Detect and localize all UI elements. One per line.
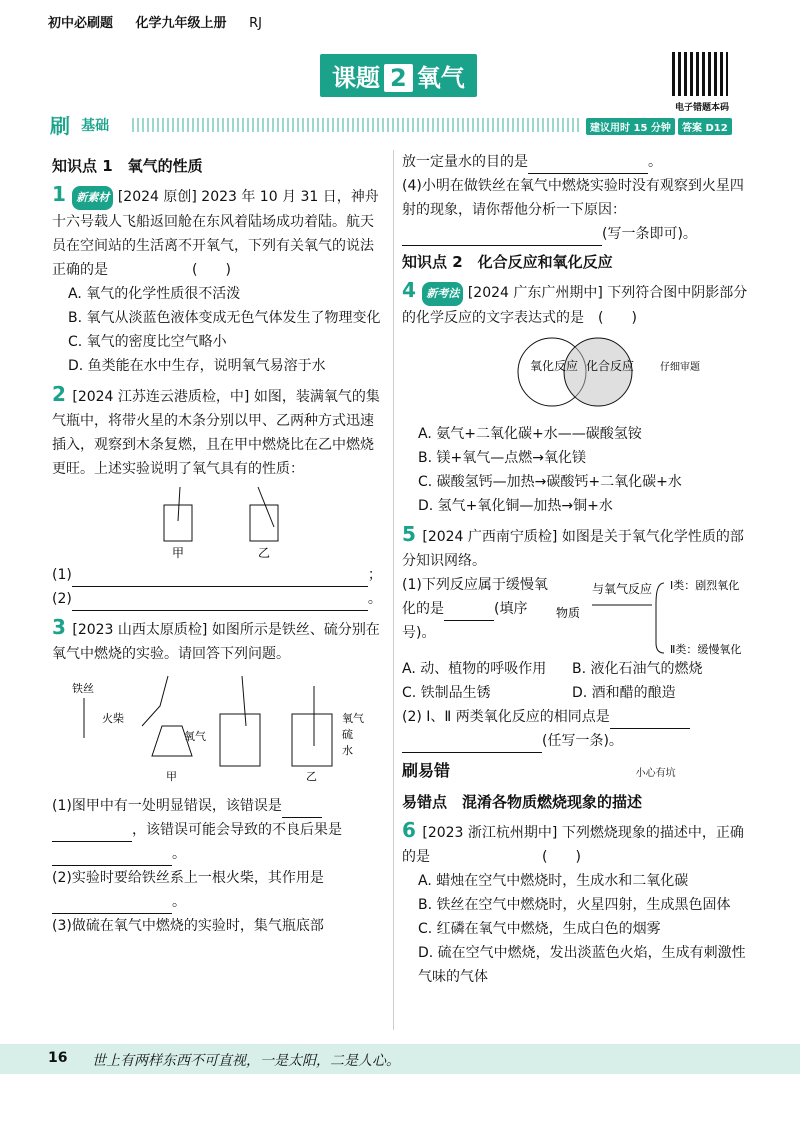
book-name: 初中必刷题 xyxy=(48,16,114,31)
question-5: 5 [2024 广西南宁质检] 如图是关于氧气化学性质的部分知识网络。 (1)下列反应属于缓慢氧化的是 (填序号)。 物质 与氧气反应 Ⅰ类：剧烈氧化 Ⅱ类：缓慢氧化 A. 动、植物的呼吸作用 B. 液化石油气的燃烧 C. 铁制品生锈 D. 酒和醋的酿造 (2) Ⅰ、Ⅱ 两类氧化反应的相同点是 (任写一条)。 xyxy=(402,522,750,753)
blank-line-2: (2) 。 xyxy=(52,587,382,611)
svg-text:氧化反应: 氧化反应 xyxy=(530,359,579,373)
svg-text:物质: 物质 xyxy=(556,606,581,620)
error-point: 易错点 混淆各物质燃烧现象的描述 xyxy=(402,793,643,811)
bottle-yi xyxy=(250,505,278,541)
svg-text:甲: 甲 xyxy=(166,770,177,783)
section-basic-header: 刷 基础 建议用时 15 分钟 答案 D12 xyxy=(50,110,750,140)
knowledge-point-2: 知识点 2 化合反应和氧化反应 xyxy=(402,253,613,271)
qr-label: 电子错题本码 xyxy=(674,103,729,113)
new-method-badge: 新考法 xyxy=(422,282,463,306)
option-a: A. 氧气的化学性质很不活泼 xyxy=(68,286,241,302)
question-1-text: [2024 原创] 2023 年 10 月 31 日，神舟十六号载人飞船返回舱在东风着陆场成功着陆。航天员在空间站的生活离不开氧气，下列有关氧气的说法正确的是 ( ) xyxy=(52,189,379,278)
fig-label-iron: 铁丝 xyxy=(72,682,94,695)
svg-text:化合反应: 化合反应 xyxy=(586,359,635,373)
knowledge-point-1: 知识点 1 氧气的性质 xyxy=(52,157,203,175)
question-6: 6 [2023 浙江杭州期中] 下列燃烧现象的描述中，正确的是 ( ) A. 蜡烛在空气中燃烧时，生成水和二氧化碳 B. 铁丝在空气中燃烧时，火星四射，生成黑色固体 C. 红磷在氧气中燃烧，生成白色的烟雾 D. 硫在空气中燃烧，发出淡蓝色火焰，生成有刺激性气味的气体 xyxy=(402,818,746,985)
new-material-badge: 新素材 xyxy=(72,186,113,210)
question-3-text: [2023 山西太原质检] 如图所示是铁丝、硫分别在氧气中燃烧的实验。请回答下列问题。 xyxy=(52,622,380,662)
section-errors-header: 刷易错 小心有坑 xyxy=(402,761,676,780)
left-column xyxy=(52,150,382,938)
blank-line-1: (1) ； xyxy=(52,563,382,587)
svg-text:水: 水 xyxy=(342,744,353,757)
page-number: 16 xyxy=(48,1050,68,1066)
footer-motto: 世上有两样东西不可直视，一是太阳，二是人心。 xyxy=(92,1053,400,1069)
right-column: 放一定量水的目的是 。 (4)小明在做铁丝在氧气中燃烧实验时没有观察到火星四射的现象，请你帮他分析一下原因： (写一条即可)。 知识点 2 化合反应和氧化反应 4 新考法 [2024 广东广州期中] 下列符合图中阴影部分的化学反应的文字表达式的是 ( ) 氧化反应 化合反应 仔细审题 A. 氨气+二氧化碳+水——碳酸氢铵 B. 镁+氧气—点燃→氧化镁 C. 碳酸氢钙—加热→碳酸钙+二氧化碳+水 D. 氢气+氧化铜—加热→铜+水 5 [2024 广西南宁质检] 如图是关于氧气化学性质的部分知识网络。 (1)下列反应属于缓慢氧化的是 (填序号)。 物质 与氧气反应 Ⅰ类：剧烈氧化 Ⅱ类：缓慢氧化 A. 动、植物的呼吸作用 B. 液化石油气的燃烧 C. 铁制品生锈 D. 酒和醋的酿造 (2) Ⅰ、Ⅱ 两类氧化反应的相同点是 (任写一条)。 刷易错 小心有坑 易错点 混淆各物质燃烧现象的描述 6 [2023 浙江杭州期中] 下列燃烧现象的描述中，正确的是 ( ) A. 蜡烛在空气中燃烧时，生成水和二氧化碳 B. 铁丝在空气中燃烧时，火星四射，生成黑色固体 C. 红磷在氧气中燃烧，生成白色的烟雾 D. 硫在空气中燃烧，发出淡蓝色火焰，生成有刺激性气味的气体 xyxy=(402,150,750,989)
label-jia: 甲 xyxy=(172,546,185,560)
venn-diagram xyxy=(402,330,742,414)
svg-text:Ⅰ类：剧烈氧化: Ⅰ类：剧烈氧化 xyxy=(670,579,740,592)
fig-label-match: 火柴 xyxy=(102,712,124,725)
label-yi: 乙 xyxy=(258,546,271,560)
svg-text:硫: 硫 xyxy=(342,728,353,741)
svg-text:乙: 乙 xyxy=(306,770,317,783)
column-divider xyxy=(393,150,394,1030)
combustion-figure xyxy=(52,666,382,786)
svg-text:氧气: 氧气 xyxy=(184,730,206,743)
time-tag: 建议用时 15 分钟 xyxy=(586,118,675,135)
question-2: 2 [2024 江苏连云港质检，中] 如图，装满氧气的集气瓶中，将带火星的木条分别以甲、乙两种方式迅速插入，观察到木条复燃，且在甲中燃烧比在乙中燃烧更旺。上述实验说明了氧气具有的性质： 甲 乙 (1) ； (2) 。 xyxy=(52,382,382,611)
course-name: 化学九年级上册 xyxy=(135,16,227,31)
question-4: 4 新考法 [2024 广东广州期中] 下列符合图中阴影部分的化学反应的文字表达式的是 ( ) 氧化反应 化合反应 仔细审题 A. 氨气+二氧化碳+水——碳酸氢铵 B. 镁+氧气—点燃→氧化镁 C. 碳酸氢钙—加热→碳酸钙+二氧化碳+水 D. 氢气+氧化铜—加热→铜+水 xyxy=(402,278,748,514)
question-1: 1 新素材 [2024 原创] 2023 年 10 月 31 日，神舟十六号载人飞船返回舱在东风着陆场成功着陆。航天员在空间站的生活离不开氧气，下列有关氧气的说法正确的是 ( ) A. 氧气的化学性质很不活泼 B. 氧气从淡蓝色液体变成无色气体发生了物理变化 C. 氧气的密度比空气略小 D. 鱼类能在水中生存，说明氧气易溶于水 xyxy=(52,182,382,378)
bottle-illustration xyxy=(52,481,382,563)
lesson-title: 课题 2 氧气 xyxy=(320,54,477,98)
side-note: 仔细审题 xyxy=(660,362,700,373)
header-stripes xyxy=(132,118,580,132)
question-2-text: [2024 江苏连云港质检，中] 如图，装满氧气的集气瓶中，将带火星的木条分别以甲、乙两种方式迅速插入，观察到木条复燃，且在甲中燃烧比在乙中燃烧更旺。上述实验说明了氧气具有的性质： xyxy=(52,389,380,477)
svg-text:Ⅱ类：缓慢氧化: Ⅱ类：缓慢氧化 xyxy=(670,643,742,656)
edition: RJ xyxy=(249,16,262,31)
knowledge-network xyxy=(552,573,742,657)
option-c: C. 氧气的密度比空气略小 xyxy=(68,334,227,350)
option-b: B. 氧气从淡蓝色液体变成无色气体发生了物理变化 xyxy=(68,310,381,326)
running-header xyxy=(48,0,752,40)
answer-tag: 答案 D12 xyxy=(678,118,732,135)
option-d: D. 鱼类能在水中生存，说明氧气易溶于水 xyxy=(68,358,326,374)
question-4-text: [2024 广东广州期中] 下列符合图中阴影部分的化学反应的文字表达式的是 ( ) xyxy=(402,285,748,326)
qr-code[interactable] xyxy=(672,52,728,96)
bottle-jia xyxy=(164,505,192,541)
svg-text:与氧气反应: 与氧气反应 xyxy=(592,582,653,596)
svg-text:氧气: 氧气 xyxy=(342,712,364,725)
figure-bottles xyxy=(52,481,382,563)
question-3: 3 [2023 山西太原质检] 如图所示是铁丝、硫分别在氧气中燃烧的实验。请回答下列问题。 铁丝 火柴 甲 氧气 氧气 硫 水 乙 (1)图甲中有一处明显错误，该错误是 ，该错误可能会导致的不良后果是。 (2)实验时要给铁丝系上一根火柴，其作用是。 (3)做硫在氧气中燃烧的实验时，集气瓶底部 xyxy=(52,615,382,938)
